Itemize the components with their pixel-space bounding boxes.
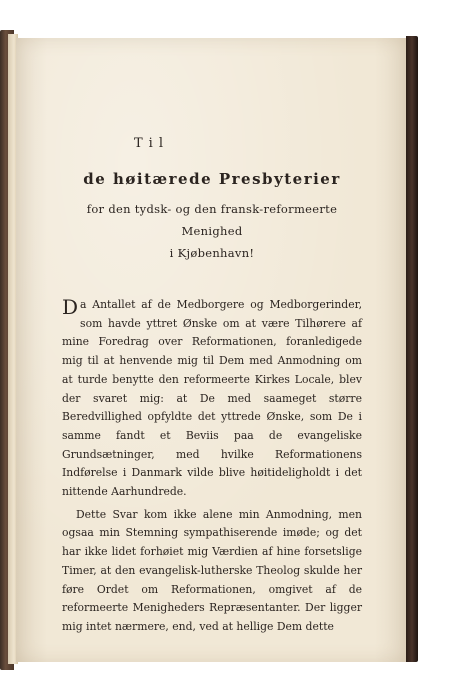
cover-edge xyxy=(406,36,418,662)
subtitle-line-1: for den tydsk- og den fransk-reformeerte Menighed xyxy=(86,202,338,238)
subtitle-line-2: i Kjøbenhavn! xyxy=(169,246,255,260)
dedication-til: Til xyxy=(134,136,169,151)
dedication-title: de høitærede Presbyterier xyxy=(83,170,341,188)
paragraph-1-text: a Antallet af de Medborgere og Medborgerinder, som havde yttret Ønske om at være Tilhørere af mine Foredrag over Reformationen, foranledigede mig til at henvende mig til Dem med Anmodning om at turde benytte den reformeerte Kirkes Locale, blev der svaret mig: at De med saameget større Beredvillighed opfyldte det yttrede Ønske, som De i samme fandt et Beviis paa de evangeliske Grundsætninger, med hvilke Reformationens Indførelse i Danmark vilde blive høitideligholdt i det nittende Aarhundrede. xyxy=(62,298,362,499)
drop-cap: D xyxy=(62,295,79,319)
body-text xyxy=(62,296,362,641)
dedication-subtitle xyxy=(62,198,362,264)
paragraph-1 xyxy=(62,296,362,502)
book xyxy=(0,30,418,670)
book-page xyxy=(16,38,406,662)
paragraph-2: Dette Svar kom ikke alene min Anmodning, men ogsaa min Stemning sympathiserende imøde; og det har ikke lidet forhøiet mig Værdien af hine forsetslige Timer, at den evangelisk-lutherske Theolog skulde her føre Ordet om Reformationen, omgivet af de reformeerte Menigheders Repræsentanter. Der ligger mig intet nærmere, end, ved at hellige Dem dette xyxy=(62,507,362,633)
